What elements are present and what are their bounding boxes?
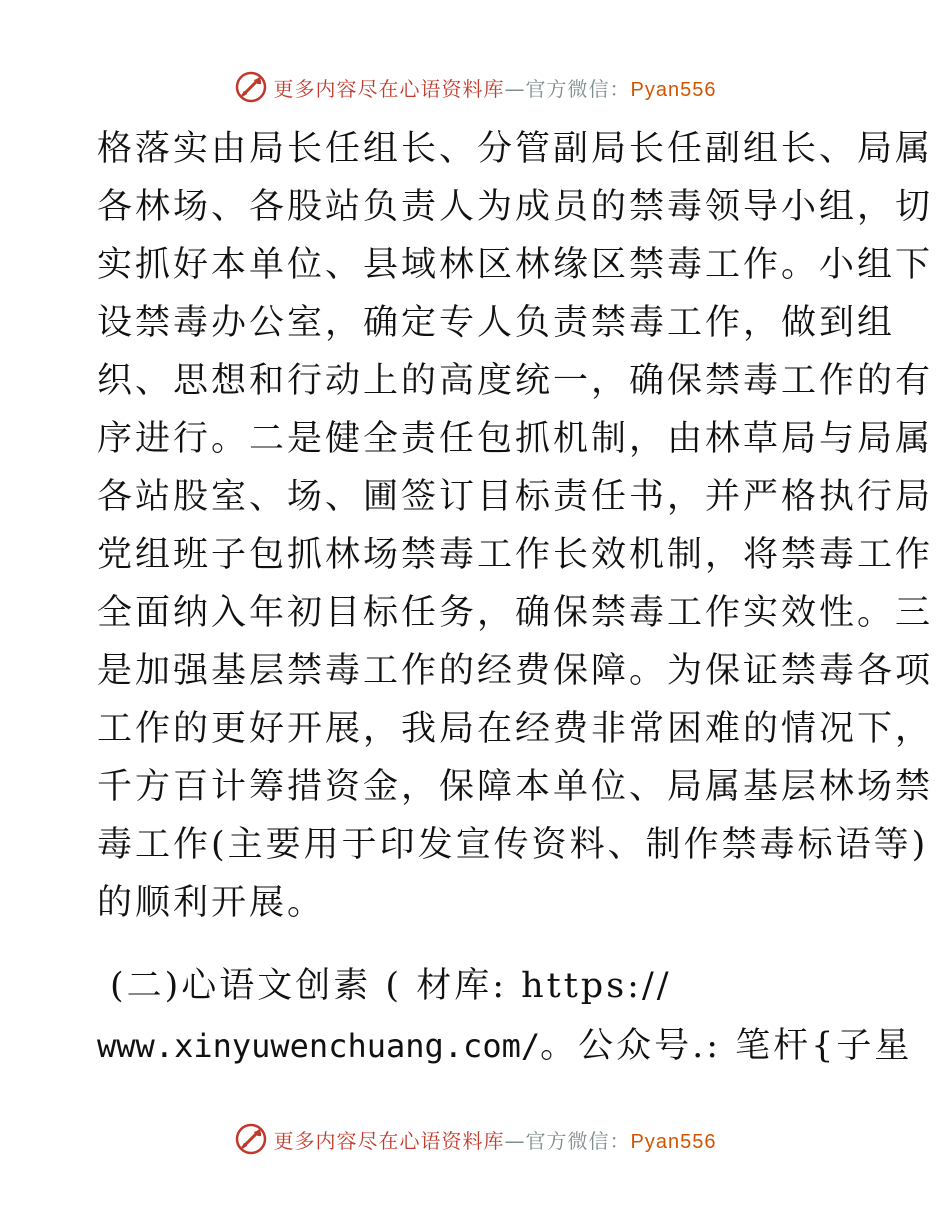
header-brand: 更多内容尽在心语资料库	[273, 76, 505, 101]
body-line: 千方百计筹措资金，保障本单位、局属基层林场禁	[97, 767, 934, 807]
body-line: 工作的更好开展，我局在经费非常困难的情况下，	[97, 709, 934, 749]
body-line: 实抓好本单位、县域林区林缘区禁毒工作。小组下	[97, 245, 934, 285]
footer-watermark	[0, 1122, 950, 1156]
quill-logo-icon	[234, 1122, 268, 1156]
footer-brand: 更多内容尽在心语资料库	[273, 1128, 505, 1153]
body-line: 序进行。二是健全责任包抓机制，由林草局与局属	[97, 419, 934, 459]
section-heading: (二)心语文创素 ( 材库: https://	[110, 966, 672, 1006]
header-watermark	[0, 70, 950, 104]
body-line: 织、思想和行动上的高度统一，确保禁毒工作的有	[97, 361, 934, 401]
body-line: 各林场、各股站负责人为成员的禁毒领导小组，切	[97, 187, 934, 227]
section-url: www.xinyuwenchuang.com/	[97, 1027, 541, 1065]
footer-banner-text	[274, 1125, 717, 1154]
body-line: 设禁毒办公室，确定专人负责禁毒工作，做到组	[97, 303, 896, 343]
body-line: 是加强基层禁毒工作的经费保障。为保证禁毒各项	[97, 651, 934, 691]
section-url-line	[97, 1018, 912, 1068]
header-official-label: 官方微信：	[525, 76, 631, 101]
body-line: 的顺利开展。	[97, 883, 326, 923]
footer-official-label: 官方微信：	[525, 1128, 631, 1153]
footer-wechat-id: Pyan556	[630, 1130, 717, 1153]
section-url-rest: 。公众号.: 笔杆{子星	[540, 1026, 913, 1066]
body-line: 全面纳入年初目标任务，确保禁毒工作实效性。三	[97, 593, 934, 633]
quill-logo-icon	[234, 70, 268, 104]
header-separator: —	[504, 76, 526, 101]
footer-separator: —	[504, 1128, 526, 1153]
body-line: 各站股室、场、圃签订目标责任书，并严格执行局	[97, 477, 934, 517]
header-wechat-id: Pyan556	[630, 78, 717, 101]
document-body	[97, 120, 934, 932]
header-banner-text	[274, 73, 717, 102]
body-line: 党组班子包抓林场禁毒工作长效机制，将禁毒工作	[97, 535, 934, 575]
body-line: 格落实由局长任组长、分管副局长任副组长、局属	[97, 129, 934, 169]
body-line: 毒工作(主要用于印发宣传资料、制作禁毒标语等)	[97, 825, 929, 865]
